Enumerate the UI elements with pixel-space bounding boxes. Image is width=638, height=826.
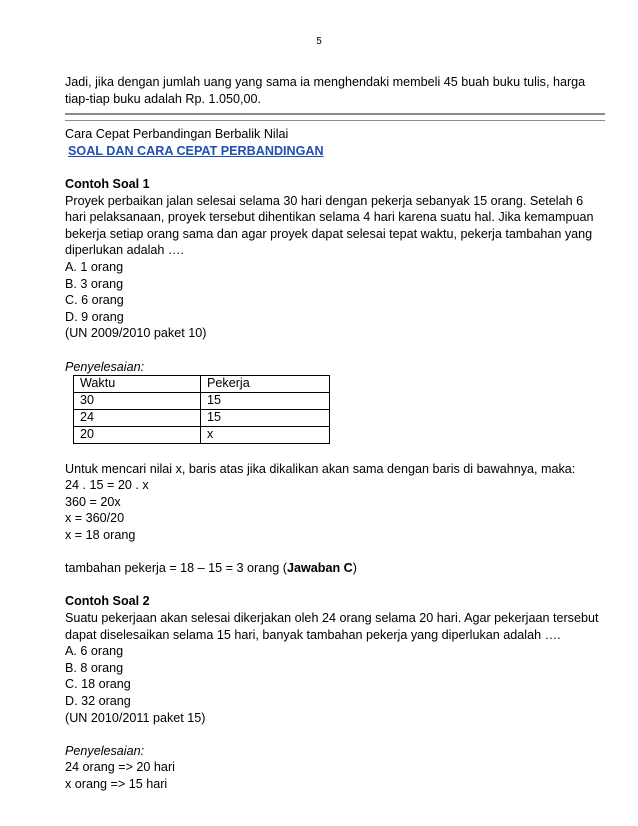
horizontal-divider (65, 113, 605, 121)
table-header-cell: Waktu (74, 376, 201, 393)
answer-prefix: tambahan pekerja = 18 – 15 = 3 orang ( (65, 561, 287, 576)
soal1-source: (UN 2009/2010 paket 10) (65, 326, 207, 341)
soal1-option-a: A. 1 orang (65, 259, 124, 274)
soal2-step: x orang => 15 hari (65, 776, 168, 791)
intro-line: tiap-tiap buku adalah Rp. 1.050,00. (65, 91, 262, 106)
soal2-solution-label: Penyelesaian: (65, 743, 145, 758)
soal1-question-line: diperlukan adalah …. (65, 243, 185, 258)
soal2-option-d: D. 32 orang (65, 694, 131, 708)
soal1-question-line: hari pelaksanaan, proyek tersebut dihentikan selama 4 hari karena suatu hal. Jika kemampuan (65, 210, 594, 225)
answer-suffix: ) (352, 561, 357, 576)
waktu-pekerja-table (73, 375, 330, 444)
soal1-step: x = 360/20 (65, 511, 125, 526)
table-cell: 15 (201, 393, 330, 410)
soal1-step: 360 = 20x (65, 494, 121, 509)
soal1-answer (65, 560, 605, 577)
table-cell: 24 (74, 410, 201, 427)
intro-line: Jadi, jika dengan jumlah uang yang sama ia menghendaki membeli 45 buah buku tulis, harga (65, 75, 586, 89)
page-number: 5 (316, 36, 322, 47)
soal1-heading: Contoh Soal 1 (65, 176, 150, 191)
soal1-question-line: Proyek perbaikan jalan selesai selama 30 hari dengan pekerja sebanyak 15 orang. Setelah 6 (65, 193, 584, 208)
soal2-step: 24 orang => 20 hari (65, 760, 175, 775)
table-row (74, 427, 330, 444)
soal1-step: 24 . 15 = 20 . x (65, 478, 149, 493)
table-cell: 20 (74, 427, 201, 444)
soal1-question-line: bekerja setiap orang sama dan agar proyek dapat selesai tepat waktu, pekerja tambahan yang (65, 226, 593, 241)
soal1-solution-label: Penyelesaian: (65, 359, 145, 374)
soal2-heading: Contoh Soal 2 (65, 594, 150, 609)
soal-perbandingan-link[interactable]: SOAL DAN CARA CEPAT PERBANDINGAN (68, 143, 324, 158)
soal2-option-b: B. 8 orang (65, 660, 124, 675)
soal1-step: Untuk mencari nilai x, baris atas jika dikalikan akan sama dengan baris di bawahnya, maka: (65, 461, 576, 476)
soal2-option-a: A. 6 orang (65, 644, 124, 659)
soal2-source: (UN 2010/2011 paket 15) (65, 710, 206, 725)
soal1-option-c: C. 6 orang (65, 293, 124, 308)
table-header-row (74, 376, 330, 393)
soal2-option-c: C. 18 orang (65, 677, 131, 692)
table-row (74, 393, 330, 410)
soal1-option-b: B. 3 orang (65, 276, 124, 291)
soal1-step: x = 18 orang (65, 528, 136, 543)
table-header-cell: Pekerja (201, 376, 330, 393)
document-body (65, 74, 605, 793)
table-cell: 15 (201, 410, 330, 427)
soal1-option-d: D. 9 orang (65, 309, 124, 324)
soal2-question-line: Suatu pekerjaan akan selesai dikerjakan oleh 24 orang selama 20 hari. Agar pekerjaan tersebut (65, 611, 599, 626)
table-row (74, 410, 330, 427)
table-cell: 30 (74, 393, 201, 410)
soal2-question-line: dapat diselesaikan selama 15 hari, banyak tambahan pekerja yang diperlukan adalah …. (65, 627, 561, 642)
section-title: Cara Cepat Perbandingan Berbalik Nilai (65, 127, 289, 142)
answer-key: Jawaban C (286, 561, 353, 576)
table-cell: x (201, 427, 330, 444)
